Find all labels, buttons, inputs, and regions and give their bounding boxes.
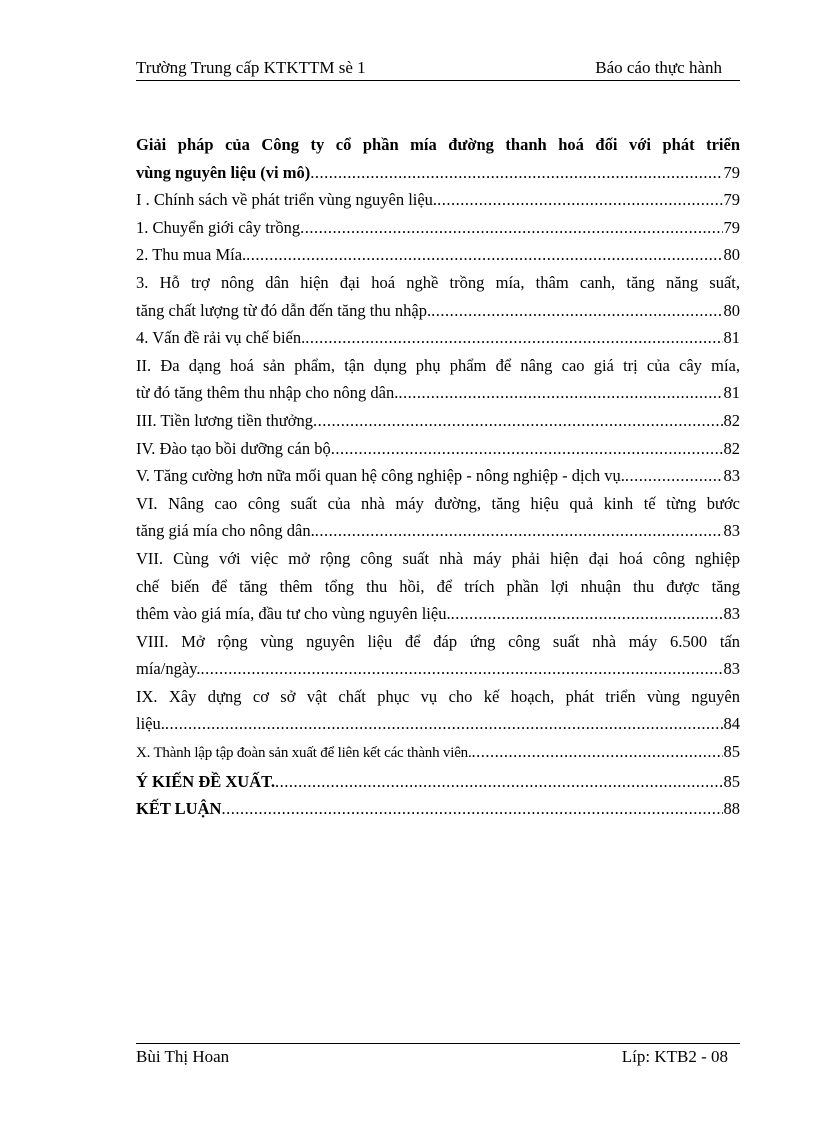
toc-entry (136, 768, 740, 796)
toc-entry-text: 1. Chuyển giới cây trồng (136, 217, 301, 237)
toc-entry-text: VI. Nâng cao công suất của nhà máy đường, tăng hiệu quả kinh tế từng bước (136, 493, 740, 513)
toc-entry-text: KẾT LUẬN (136, 799, 222, 819)
toc-entry-text: VII. Cùng với việc mở rộng công suất nhà máy phải hiện đại hoá công nghiệp (136, 548, 740, 568)
toc-page-number: 83 (723, 604, 740, 624)
toc-entry (136, 214, 740, 242)
toc-entry-text: VIII. Mở rộng vùng nguyên liệu để đáp ứng công suất nhà máy 6.500 tấn (136, 631, 740, 651)
toc-page-number: 81 (723, 328, 740, 348)
toc-leader-dots (200, 655, 722, 683)
toc-leader-dots (246, 241, 722, 269)
toc-leader-dots (398, 379, 722, 407)
toc-leader-dots (221, 795, 722, 823)
toc-page-number: 80 (723, 300, 740, 320)
toc-page-number: 84 (723, 714, 740, 734)
page-footer (136, 1043, 740, 1066)
footer-author: Bùi Thị Hoan (136, 1047, 230, 1066)
toc-leader-dots (313, 407, 723, 435)
toc-entry (136, 297, 740, 325)
toc-entry-text: V. Tăng cường hơn nữa mối quan hệ công nghiệp - nông nghiệp - dịch vụ. (136, 466, 625, 486)
toc-leader-dots (331, 435, 723, 463)
toc-entry (136, 241, 740, 269)
toc-entry (136, 795, 740, 823)
toc-entry-text: II. Đa dạng hoá sản phẩm, tận dụng phụ phẩm để nâng cao giá trị của cây mía, (136, 355, 740, 375)
toc-leader-dots (472, 738, 723, 766)
toc-entry-text: chế biến để tăng thêm tổng thu hồi, để trích phần lợi nhuận thu được tăng (136, 576, 740, 596)
toc-entry (136, 407, 740, 435)
toc-entry-text: từ đó tăng thêm thu nhập cho nông dân. (136, 383, 399, 403)
toc-page-number: 82 (723, 410, 740, 430)
footer-class: Líp: KTB2 - 08 (621, 1047, 728, 1066)
toc-leader-dots (275, 768, 722, 796)
toc-entry (136, 186, 740, 214)
toc-leader-dots (165, 710, 723, 738)
toc-leader-dots (310, 159, 722, 187)
toc-entry (136, 379, 740, 407)
page-header (136, 58, 740, 81)
toc-leader-dots (625, 462, 723, 490)
table-of-contents (136, 131, 740, 823)
toc-entry-text: thêm vào giá mía, đầu tư cho vùng nguyên liệu. (136, 604, 451, 624)
toc-page-number: 81 (723, 383, 740, 403)
toc-entry-text: 2. Thu mua Mía. (136, 245, 247, 265)
toc-entry (136, 517, 740, 545)
toc-page-number: 79 (723, 217, 740, 237)
toc-entry-text: tăng chất lượng từ đó dẫn đến tăng thu nhập. (136, 300, 432, 320)
toc-entry-text: 4. Vấn đề rải vụ chế biến. (136, 328, 306, 348)
toc-entry (136, 159, 740, 187)
toc-page-number: 82 (723, 438, 740, 458)
toc-entry-text: IX. Xây dựng cơ sở vật chất phục vụ cho kế hoạch, phát triển vùng nguyên (136, 686, 740, 706)
toc-entry (136, 462, 740, 490)
header-school-name: Trường Trung cấp KTKTTM sè 1 (136, 58, 366, 77)
toc-entry-text: X. Thành lập tập đoàn sản xuất để liên kết các thành viên. (136, 745, 472, 762)
toc-entry-text: 3. Hỗ trợ nông dân hiện đại hoá nghề trồng mía, thâm canh, tăng năng suất, (136, 272, 740, 292)
toc-entry-text: Ý KIẾN ĐỀ XUẤT. (136, 771, 276, 791)
toc-entry (136, 738, 740, 768)
toc-entry-text: I . Chính sách về phát triển vùng nguyên liệu. (136, 190, 438, 210)
toc-leader-dots (437, 186, 722, 214)
toc-entry-text: liệu. (136, 714, 165, 734)
toc-entry-text: tăng giá mía cho nông dân. (136, 521, 315, 541)
toc-entry-text: IV. Đào tạo bồi dưỡng cán bộ (136, 438, 331, 458)
toc-leader-dots (315, 517, 723, 545)
toc-entry-text: mía/ngày. (136, 659, 201, 679)
toc-page-number: 85 (723, 771, 740, 791)
toc-entry-text: III. Tiền lương tiền thưởng (136, 410, 313, 430)
toc-entry (136, 655, 740, 683)
toc-entry-text: vùng nguyên liệu (vi mô) (136, 162, 311, 182)
toc-leader-dots (431, 297, 722, 325)
toc-entry (136, 710, 740, 738)
toc-page-number: 80 (723, 245, 740, 265)
toc-leader-dots (305, 324, 722, 352)
toc-entry (136, 600, 740, 628)
toc-entry (136, 435, 740, 463)
toc-entry (136, 324, 740, 352)
toc-leader-dots (300, 214, 722, 242)
toc-page-number: 79 (723, 162, 740, 182)
toc-page-number: 85 (723, 742, 740, 762)
toc-page-number: 88 (723, 799, 740, 819)
header-report-title: Báo cáo thực hành (595, 58, 722, 77)
toc-page-number: 83 (723, 521, 740, 541)
toc-page-number: 83 (723, 659, 740, 679)
toc-entry-text: Giải pháp của Công ty cổ phần mía đường thanh hoá đối với phát triển (136, 135, 740, 154)
toc-page-number: 79 (723, 190, 740, 210)
toc-page-number: 83 (723, 466, 740, 486)
toc-leader-dots (451, 600, 723, 628)
